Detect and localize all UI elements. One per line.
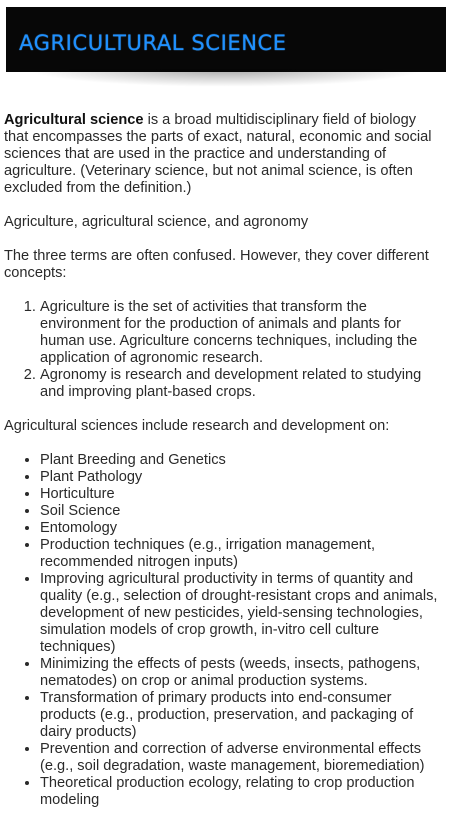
list-item: • Soil Science — [40, 503, 444, 520]
list-item: • Production techniques (e.g., irrigation management, recommended nitrogen inputs) — [40, 537, 444, 571]
list-item: • Theoretical production ecology, relating to crop production modeling — [40, 775, 444, 809]
definitions-list — [4, 299, 444, 401]
rd-intro-paragraph: Agricultural sciences include research and development on: — [4, 418, 390, 434]
list-item: • Entomology — [40, 520, 444, 537]
intro-term: Agricultural science — [4, 112, 144, 128]
section-subheading: Agriculture, agricultural science, and agronomy — [4, 214, 309, 230]
list-item: • Transformation of primary products into end-consumer products (e.g., production, preservation, and packaging of dairy products) — [40, 690, 444, 741]
list-item: • Horticulture — [40, 486, 444, 503]
list-item: • Improving agricultural productivity in terms of quantity and quality (e.g., selection of drought-resistant crops and animals, development of new pesticides, yield-sensing technologies, simulation models of crop growth, in-vitro cell culture techniques) — [40, 571, 444, 656]
page-title: AGRICULTURAL SCIENCE — [19, 31, 287, 55]
intro-text: is a broad multidisciplinary field of biology that encompasses the parts of exact, natural, economic and social sciences that are used in the practice and understanding of agriculture. (Veterinary science, but not animal science, is often excluded from the definition.) — [4, 112, 432, 196]
list-item: 2. Agronomy is research and development related to studying and improving plant-based crops. — [40, 367, 444, 401]
header-shadow — [26, 69, 426, 87]
header-banner — [6, 7, 446, 72]
list-item: • Prevention and correction of adverse environmental effects (e.g., soil degradation, waste management, bioremediation) — [40, 741, 444, 775]
list-item: • Plant Breeding and Genetics — [40, 452, 444, 469]
article-content — [4, 112, 444, 826]
intro-paragraph — [4, 112, 444, 197]
confusion-paragraph: The three terms are often confused. However, they cover different concepts: — [4, 248, 429, 281]
list-item: • Plant Pathology — [40, 469, 444, 486]
list-item: 1. Agriculture is the set of activities that transform the environment for the production of animals and plants for human use. Agriculture concerns techniques, including the application of agronomic research. — [40, 299, 444, 367]
list-item: • Minimizing the effects of pests (weeds, insects, pathogens, nematodes) on crop or animal production systems. — [40, 656, 444, 690]
rd-list — [4, 452, 444, 809]
